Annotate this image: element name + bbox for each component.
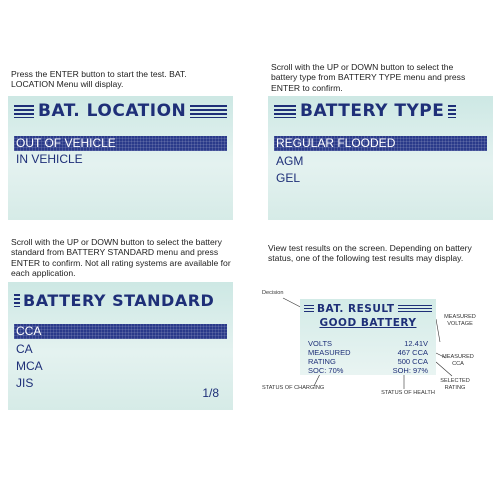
rating-label: RATING [308, 357, 336, 366]
bat-result-screen [300, 299, 436, 375]
menu-item-agm[interactable]: AGM [276, 154, 304, 168]
callout-status-of-charging: STATUS OF CHARGING [262, 385, 325, 391]
rating-value: 500 CCA [397, 357, 428, 366]
callout-selected-rating: SELECTED RATING [440, 378, 470, 391]
soc-value: SOC: 70% [308, 366, 344, 375]
soh-value: SOH: 97% [392, 366, 428, 375]
screen-title: BATTERY STANDARD [23, 291, 215, 310]
measured-label: MEASURED [308, 348, 351, 357]
menu-item-regular-flooded[interactable]: REGULAR FLOODED [274, 136, 487, 151]
panel3-instruction: Scroll with the UP or DOWN button to select the battery standard from BATTERY STANDARD menu and press ENTER to confirm. Not all rating systems are available for each application. [11, 237, 231, 279]
callout-status-of-health: STATUS OF HEALTH [381, 390, 435, 396]
panel1-instruction: Press the ENTER button to start the test. BAT. LOCATION Menu will display. [11, 69, 187, 90]
menu-item-gel[interactable]: GEL [276, 171, 301, 185]
volts-label: VOLTS [308, 339, 333, 348]
screen-header [304, 303, 432, 315]
header-stripes [398, 305, 433, 314]
measured-value: 467 CCA [397, 348, 428, 357]
callout-decision: Decision [262, 290, 284, 296]
panel2-instruction: Scroll with the UP or DOWN button to select the battery type from BATTERY TYPE menu and press ENTER to confirm. [271, 62, 466, 93]
screen-title: BAT. LOCATION [38, 101, 187, 121]
page-indicator: 1/8 [202, 386, 219, 400]
result-decision: GOOD BATTERY [319, 317, 417, 329]
menu-item-ca[interactable]: CA [16, 342, 33, 356]
callout-measured-voltage: MEASURED VOLTAGE [444, 314, 476, 327]
menu-item-out-of-vehicle[interactable]: OUT OF VEHICLE [14, 136, 227, 151]
screen-title: BATTERY TYPE [300, 101, 445, 121]
screen-title: BAT. RESULT [317, 303, 395, 315]
volts-value: 12.41V [404, 339, 428, 348]
menu-item-cca[interactable]: CCA [14, 324, 227, 339]
header-stripes [304, 305, 314, 314]
panel4-instruction: View test results on the screen. Depending on battery status, one of the following test results may display. [268, 243, 472, 264]
menu-item-in-vehicle[interactable]: IN VEHICLE [16, 152, 83, 166]
menu-item-mca[interactable]: MCA [16, 359, 43, 373]
callout-measured-cca: MEASURED CCA [442, 354, 474, 367]
menu-item-jis[interactable]: JIS [16, 376, 34, 390]
